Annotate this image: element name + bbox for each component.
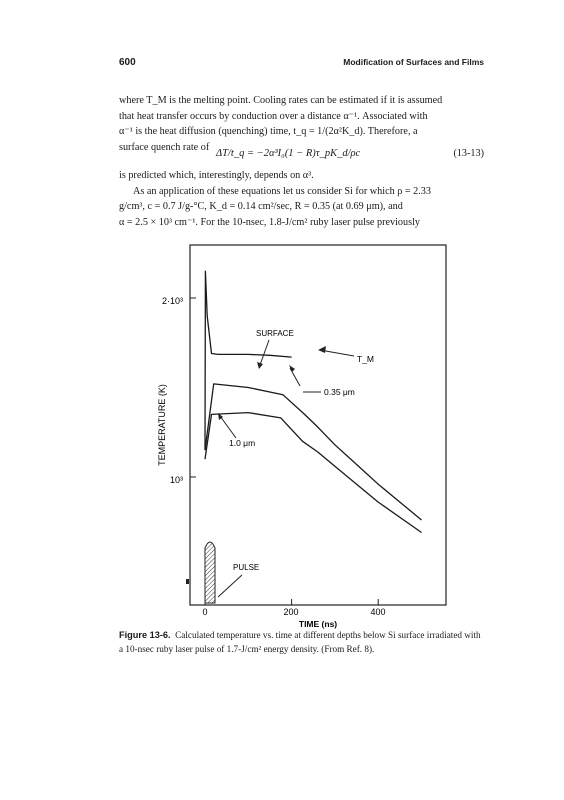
body-line: As an application of these equations let us consider Si for which ρ = 2.33 [133,185,431,197]
x-axis-label: TIME (ns) [298,619,338,629]
equation: ΔT/t_q = −2α³I₀(1 − R)τ_pK_d/ρc [216,148,361,159]
body-line: α = 2.5 × 10³ cm⁻¹. For the 10-nsec, 1.8-J/cm² ruby laser pulse previously [119,216,421,228]
page-number: 600 [119,57,136,68]
surface-arrowhead [257,362,263,369]
pulse-leader [218,575,242,597]
y-tick-label: 2·10³ [161,296,183,306]
caption-text: Calculated temperature vs. time at different depths below Si surface irradiated with a 10-nsec ruby laser pulse of 1.7-J/cm² energy density. (From Ref. 8). [119,630,481,654]
y-axis-label: TEMPERATURE (K) [157,384,167,466]
x-tick-label: 200 [283,607,299,617]
running-title: Modification of Surfaces and Films [343,57,484,67]
annotation-surface: SURFACE [256,329,294,338]
body-line: where T_M is the melting point. Cooling rates can be estimated if it is assumed [119,95,443,106]
tm-arrowhead [318,346,326,353]
axis-marker [186,579,189,584]
curve-10um [205,413,422,533]
figure-caption [119,628,484,656]
x-tick-label: 400 [370,607,386,617]
body-line: that heat transfer occurs by conduction over a distance α⁻¹. Associated with [119,110,428,122]
annotation-035um: 0.35 μm [324,387,355,397]
laser-pulse-shape [205,542,215,603]
annotation-10um: 1.0 μm [229,438,256,448]
body-line: α⁻¹ is the heat diffusion (quenching) time, t_q = 1/(2α²K_d). Therefore, a [119,126,418,138]
equation-number: (13-13) [453,148,484,159]
y-tick-label: 10³ [169,475,183,485]
annotation-tm: T_M [357,354,374,364]
depth-10-arrow [220,416,236,438]
body-line: g/cm³, c = 0.7 J/g-°C, K_d = 0.14 cm²/sec, R = 0.35 (at 0.69 μm), and [119,201,403,213]
x-tick-label: 0 [202,607,208,617]
axis-ticks [190,298,378,605]
annotation-pulse: PULSE [233,563,260,572]
curve-035um [205,384,422,520]
body-line: is predicted which, interestingly, depends on α³. [119,170,314,181]
plot-frame [190,245,446,605]
caption-label: Figure 13-6. [119,630,171,640]
surface-arrow [260,340,269,365]
curve-surface [205,271,292,450]
body-line: surface quench rate of [119,141,210,153]
temperature-curves [205,271,422,532]
